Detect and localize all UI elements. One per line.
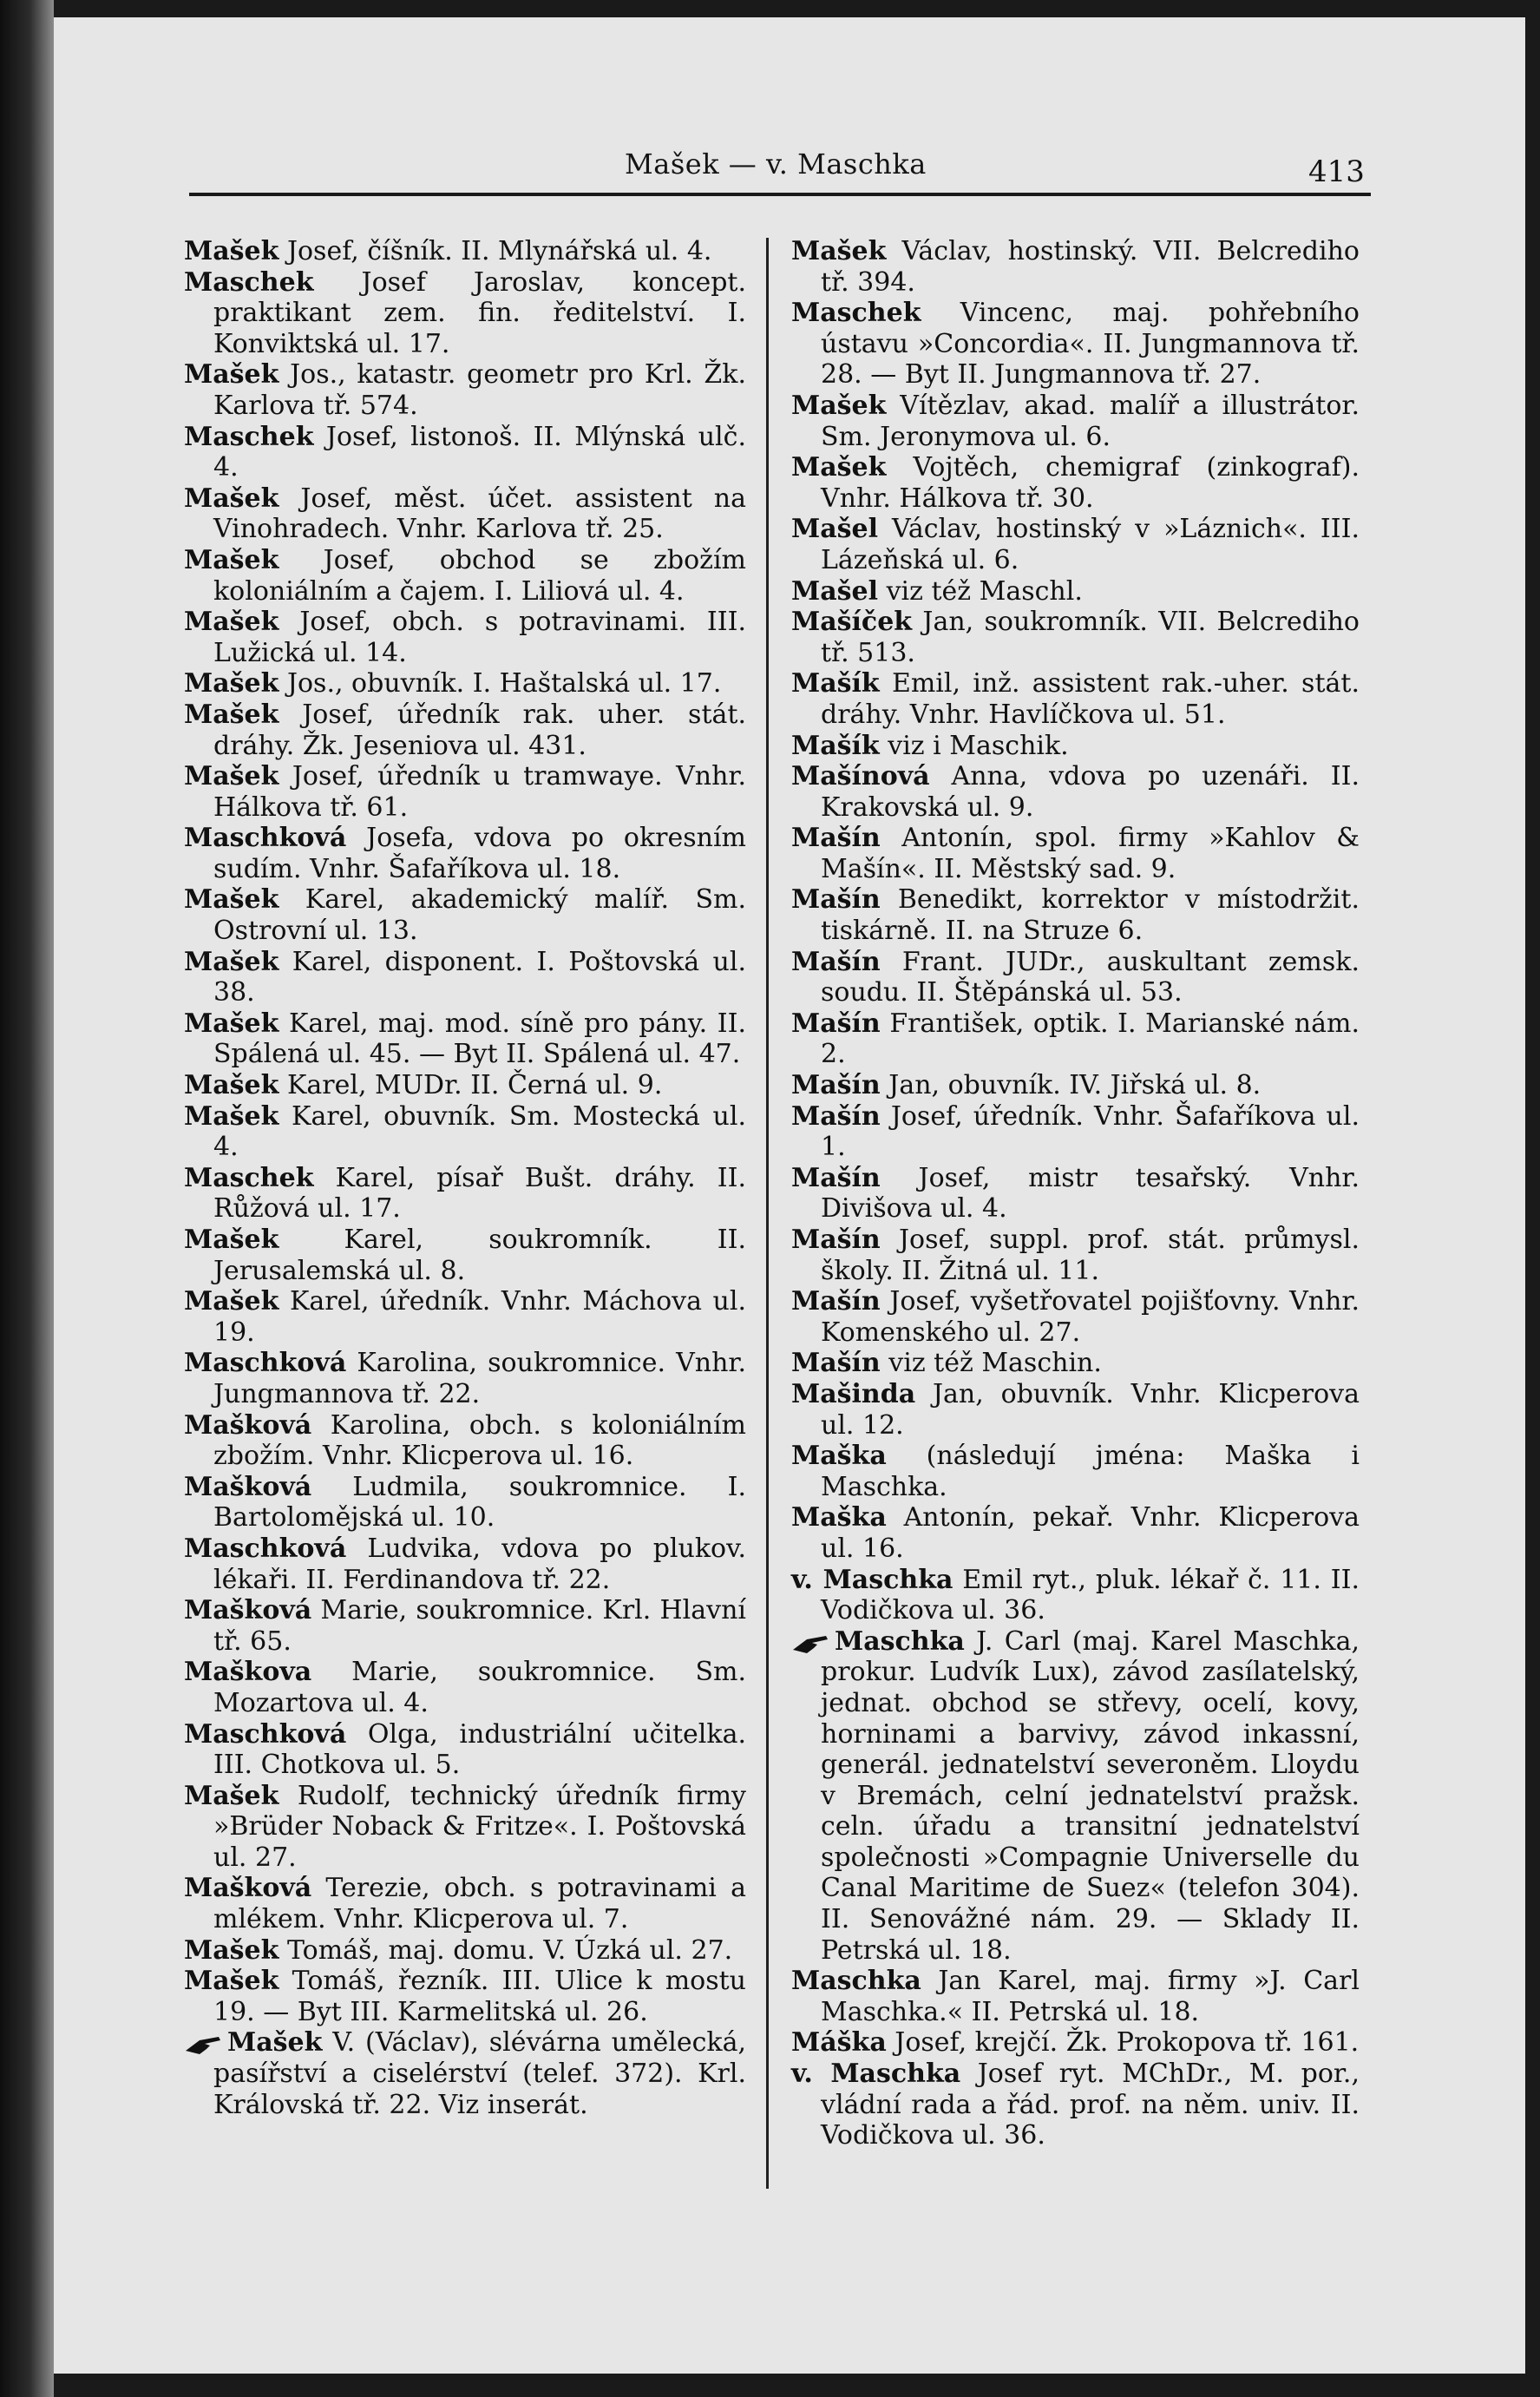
directory-entry xyxy=(184,668,746,699)
entry-surname: Mašík xyxy=(791,730,880,761)
page-number: 413 xyxy=(1308,154,1365,189)
entry-details: Josef, obchod se zbožím koloniálním a čajem. I. Liliová ul. 4. xyxy=(213,544,746,607)
entry-surname: Mašík xyxy=(791,668,880,699)
directory-entry xyxy=(791,761,1360,823)
directory-entry xyxy=(791,298,1360,391)
entry-surname: Mašín xyxy=(791,1162,881,1193)
entry-details: Karel, akademický malíř. Sm. Ostrovní ul. 13. xyxy=(213,884,746,947)
directory-entry xyxy=(184,1472,746,1533)
entry-surname: Mašek xyxy=(184,544,279,575)
entry-surname: Mašín xyxy=(791,1286,881,1317)
entry-details: Josef, listonoš. II. Mlýnská ulč. 4. xyxy=(213,421,746,483)
entry-surname: Mašín xyxy=(791,1348,881,1379)
directory-entry xyxy=(184,2027,746,2120)
directory-entry xyxy=(791,391,1360,452)
directory-entry xyxy=(791,2027,1360,2059)
entry-details: Jos., katastr. geometr pro Krl. Žk. Karlova tř. 574. xyxy=(213,359,746,421)
directory-entry xyxy=(184,947,746,1008)
entry-surname: Mašek xyxy=(184,884,279,916)
entry-surname: Mašek xyxy=(791,452,887,483)
entry-surname: Mašková xyxy=(184,1595,312,1626)
entry-details: Antonín, pekař. Vnhr. Klicperova ul. 16. xyxy=(821,1502,1360,1564)
entry-surname: Mašínová xyxy=(791,761,930,792)
entry-surname: Mašek xyxy=(184,1934,279,1966)
directory-entry xyxy=(184,1719,746,1781)
entry-details: Karel, soukromník. II. Jerusalemská ul. 8. xyxy=(213,1225,746,1286)
entry-details: Anna, vdova po uzenáři. II. Krakovská ul. 9. xyxy=(821,761,1360,823)
directory-entry xyxy=(791,576,1360,607)
entry-surname: Mašinda xyxy=(791,1378,916,1409)
entry-details: Josef Jaroslav, koncept. praktikant zem. fin. ředitelství. I. Konviktská ul. 17. xyxy=(213,266,746,359)
entry-details: viz též Maschin. xyxy=(880,1348,1102,1379)
entry-surname: Mašek xyxy=(184,483,279,514)
column-divider xyxy=(766,238,769,2189)
directory-entry xyxy=(791,607,1360,668)
entry-details: viz i Maschik. xyxy=(879,730,1069,761)
entry-details: J. Carl (maj. Karel Maschka, prokur. Ludvík Lux), závod zasílatelský, jednat. obchod se střevy, ocelí, kovy, horninami a barvivy, závod inkassní, generál. jednatelství severoněm. Lloydu v Bremách, celní jednatelství pražsk. celn. úřadu a transitní jednatelství společnosti »Compagnie Universelle du Canal Maritime de Suez« (telefon 304). II. Senovážné nám. 29. — Sklady II. Petrská ul. 18. xyxy=(821,1625,1360,1966)
entry-surname: Maschek xyxy=(791,298,921,329)
entry-details: Rudolf, technický úředník firmy »Brüder Noback & Fritze«. I. Poštovská ul. 27. xyxy=(213,1780,746,1873)
directory-entry xyxy=(791,1502,1360,1564)
entry-details: Jan Karel, maj. firmy »J. Carl Maschka.« II. Petrská ul. 18. xyxy=(821,1966,1360,2027)
directory-entry xyxy=(184,1410,746,1472)
entry-details: Josef, úředník u tramwaye. Vnhr. Hálkova tř. 61. xyxy=(213,761,746,823)
entry-surname: Mašek xyxy=(184,1100,279,1132)
entry-surname: Maschek xyxy=(184,266,314,298)
entry-details: Josef, vyšetřovatel pojišťovny. Vnhr. Komenského ul. 27. xyxy=(821,1286,1360,1348)
directory-entry xyxy=(791,514,1360,575)
directory-entry xyxy=(184,236,746,267)
entry-details: Josef ryt. MChDr., M. por., vládní rada a řád. prof. na něm. univ. II. Vodičkova ul. 36. xyxy=(821,2059,1360,2151)
entry-surname: Mašek xyxy=(791,236,887,266)
book-spine-shadow xyxy=(0,0,54,2397)
left-column xyxy=(184,236,746,2120)
entry-details: Jan, obuvník. IV. Jiřská ul. 8. xyxy=(880,1070,1261,1101)
entry-details: Tomáš, maj. domu. V. Úzká ul. 27. xyxy=(279,1934,733,1966)
directory-entry xyxy=(184,1595,746,1657)
entry-details: Josef, měst. účet. assistent na Vinohradech. Vnhr. Karlova tř. 25. xyxy=(213,483,746,545)
entry-details: Josef, mistr tesařský. Vnhr. Divišova ul. 4. xyxy=(821,1162,1360,1225)
directory-entry xyxy=(184,607,746,668)
directory-entry xyxy=(184,422,746,483)
directory-entry xyxy=(791,884,1360,946)
entry-surname: Mašín xyxy=(791,1070,881,1101)
entry-details: Terezie, obch. s potravinami a mlékem. Vnhr. Klicperova ul. 7. xyxy=(213,1873,746,1935)
entry-details: Karel, úředník. Vnhr. Máchova ul. 19. xyxy=(213,1286,746,1348)
entry-surname: Mašková xyxy=(184,1873,312,1904)
entry-surname: Mašek xyxy=(184,1070,279,1101)
directory-entry xyxy=(184,1533,746,1595)
directory-entry xyxy=(184,1070,746,1101)
entry-details: Karolina, obch. s koloniálním zbožím. Vnhr. Klicperova ul. 16. xyxy=(213,1409,746,1472)
directory-entry xyxy=(184,1966,746,2027)
directory-entry xyxy=(184,1657,746,1718)
entry-surname: Mašek xyxy=(791,390,887,421)
directory-entry xyxy=(791,236,1360,298)
entry-surname: Mašek xyxy=(184,236,279,266)
entry-surname: Maškova xyxy=(184,1657,312,1688)
directory-entry xyxy=(791,1379,1360,1441)
entry-details: Karel, písař Bušt. dráhy. II. Růžová ul. 17. xyxy=(213,1162,746,1225)
pointing-hand-icon xyxy=(184,2033,224,2055)
directory-entry xyxy=(184,267,746,360)
directory-entry xyxy=(184,761,746,823)
directory-entry xyxy=(184,1348,746,1409)
directory-entry xyxy=(791,1441,1360,1502)
entry-surname: Mašková xyxy=(184,1409,312,1441)
directory-entry xyxy=(184,1286,746,1348)
entry-details: Jan, obuvník. Vnhr. Klicperova ul. 12. xyxy=(821,1378,1360,1441)
entry-surname: Mašek xyxy=(184,1780,279,1811)
directory-entry xyxy=(184,1873,746,1934)
directory-entry xyxy=(791,1565,1360,1626)
entry-surname: Mašín xyxy=(791,1225,881,1255)
entry-details: Olga, industriální učitelka. III. Chotkova ul. 5. xyxy=(213,1718,746,1781)
entry-details: viz též Maschl. xyxy=(878,575,1083,607)
entry-details: Václav, hostinský. VII. Belcrediho tř. 394. xyxy=(821,236,1360,298)
entry-surname: v. Maschka xyxy=(791,2059,961,2090)
entry-surname: Mašek xyxy=(184,946,279,977)
directory-entry xyxy=(791,1008,1360,1070)
entry-details: Václav, hostinský v »Láznich«. III. Lázeňská ul. 6. xyxy=(821,514,1360,575)
entry-surname: Maschková xyxy=(184,823,347,854)
entry-surname: Mašíček xyxy=(791,607,913,638)
directory-entry xyxy=(184,483,746,545)
directory-entry xyxy=(791,1225,1360,1286)
entry-surname: Mašek xyxy=(184,1966,279,1997)
directory-entry xyxy=(791,1286,1360,1348)
entry-details: Josef, číšník. II. Mlynářská ul. 4. xyxy=(279,236,712,266)
entry-details: Marie, soukromnice. Krl. Hlavní tř. 65. xyxy=(213,1595,746,1657)
directory-entry xyxy=(791,2059,1360,2151)
header-rule xyxy=(189,193,1371,196)
entry-details: Emil, inž. assistent rak.-uher. stát. dráhy. Vnhr. Havlíčkova ul. 51. xyxy=(821,668,1360,730)
entry-surname: Maschková xyxy=(184,1718,347,1750)
directory-entry xyxy=(184,1781,746,1874)
directory-entry xyxy=(791,823,1360,884)
directory-entry xyxy=(184,1101,746,1163)
entry-details: František, optik. I. Marianské nám. 2. xyxy=(821,1008,1360,1070)
directory-entry xyxy=(184,1163,746,1225)
entry-details: Karel, maj. mod. síně pro pány. II. Spálená ul. 45. — Byt II. Spálená ul. 47. xyxy=(213,1008,746,1070)
directory-entry xyxy=(791,1163,1360,1225)
entry-details: Karolina, soukromnice. Vnhr. Jungmannova tř. 22. xyxy=(213,1348,746,1409)
directory-entry xyxy=(184,545,746,607)
entry-details: Benedikt, korrektor v místodržit. tiskárně. II. na Struze 6. xyxy=(821,884,1360,947)
directory-entry xyxy=(791,668,1360,730)
directory-entry xyxy=(184,823,746,884)
entry-details: (následují jména: Maška i Maschka. xyxy=(821,1441,1360,1502)
entry-surname: Mašek xyxy=(184,668,279,699)
directory-entry xyxy=(791,1070,1360,1101)
entry-surname: Maschková xyxy=(184,1533,347,1564)
entry-surname: Mašek xyxy=(184,607,279,638)
entry-surname: Mašel xyxy=(791,514,879,545)
entry-surname: Mašek xyxy=(227,2027,323,2059)
entry-details: Marie, soukromnice. Sm. Mozartova ul. 4. xyxy=(213,1657,746,1718)
entry-details: Karel, disponent. I. Poštovská ul. 38. xyxy=(213,946,746,1008)
entry-details: Jan, soukromník. VII. Belcrediho tř. 513. xyxy=(821,607,1360,668)
directory-entry xyxy=(184,699,746,761)
entry-surname: Mašín xyxy=(791,1008,881,1039)
entry-details: Josef, obch. s potravinami. III. Lužická ul. 14. xyxy=(213,607,746,668)
directory-entry xyxy=(791,947,1360,1008)
entry-details: Josefa, vdova po okresním sudím. Vnhr. Šafaříkova ul. 18. xyxy=(213,823,746,884)
entry-surname: Mašek xyxy=(184,1286,279,1317)
entry-surname: Mašek xyxy=(184,761,279,792)
right-column xyxy=(791,236,1360,2151)
entry-surname: Mašek xyxy=(184,1225,279,1255)
directory-entry xyxy=(184,1225,746,1286)
entry-details: Frant. JUDr., auskultant zemsk. soudu. II. Štěpánská ul. 53. xyxy=(821,946,1360,1008)
entry-surname: Máška xyxy=(791,2027,887,2059)
directory-entry xyxy=(184,1008,746,1070)
entry-surname: Mašín xyxy=(791,1100,881,1132)
entry-surname: Mašek xyxy=(184,359,279,391)
directory-entry xyxy=(184,359,746,421)
entry-details: Karel, obuvník. Sm. Mostecká ul. 4. xyxy=(213,1100,746,1163)
entry-surname: Maschka xyxy=(791,1966,921,1997)
entry-details: Tomáš, řezník. III. Ulice k mostu 19. — Byt III. Karmelitská ul. 26. xyxy=(213,1966,746,2027)
entry-surname: Mašín xyxy=(791,946,881,977)
entry-surname: Mašín xyxy=(791,884,881,916)
entry-surname: Maschka xyxy=(835,1625,965,1657)
directory-entry xyxy=(791,1626,1360,1967)
entry-surname: Maška xyxy=(791,1502,887,1533)
entry-details: Antonín, spol. firmy »Kahlov & Mašín«. II. Městský sad. 9. xyxy=(821,823,1360,884)
entry-surname: Mašek xyxy=(184,699,279,730)
entry-details: Vojtěch, chemigraf (zinkograf). Vnhr. Hálkova tř. 30. xyxy=(821,452,1360,514)
entry-surname: Mašel xyxy=(791,575,879,607)
entry-surname: Mašek xyxy=(184,1008,279,1039)
pointing-hand-icon xyxy=(791,1632,831,1654)
entry-surname: v. Maschka xyxy=(791,1564,953,1595)
directory-entry xyxy=(184,1935,746,1967)
directory-entry xyxy=(791,1966,1360,2027)
entry-details: Vincenc, maj. pohřebního ústavu »Concordia«. II. Jungmannova tř. 28. — Byt II. Jungmannova tř. 27. xyxy=(821,298,1360,391)
entry-details: Jos., obuvník. I. Haštalská ul. 17. xyxy=(279,668,722,699)
entry-surname: Maschková xyxy=(184,1348,347,1379)
entry-details: Emil ryt., pluk. lékař č. 11. II. Vodičkova ul. 36. xyxy=(821,1564,1360,1626)
entry-details: Josef, krejčí. Žk. Prokopova tř. 161. xyxy=(886,2027,1360,2059)
directory-entry xyxy=(791,452,1360,514)
entry-details: Karel, MUDr. II. Černá ul. 9. xyxy=(279,1070,663,1101)
entry-surname: Maška xyxy=(791,1441,887,1472)
entry-details: Vítězlav, akad. malíř a illustrátor. Sm. Jeronymova ul. 6. xyxy=(821,390,1360,452)
directory-entry xyxy=(791,731,1360,762)
entry-surname: Maschek xyxy=(184,421,314,452)
entry-details: Josef, suppl. prof. stát. průmysl. školy. II. Žitná ul. 11. xyxy=(821,1225,1360,1286)
entry-details: Ludvika, vdova po plukov. lékaři. II. Ferdinandova tř. 22. xyxy=(213,1533,746,1595)
entry-surname: Maschek xyxy=(184,1162,314,1193)
directory-entry xyxy=(791,1348,1360,1379)
entry-details: Josef, úředník. Vnhr. Šafaříkova ul. 1. xyxy=(821,1100,1360,1163)
directory-entry xyxy=(791,1101,1360,1163)
entry-details: Josef, úředník rak. uher. stát. dráhy. Žk. Jeseniova ul. 431. xyxy=(213,699,746,761)
entry-details: Ludmila, soukromnice. I. Bartolomějská ul. 10. xyxy=(213,1471,746,1533)
entry-details: V. (Václav), slévárna umělecká, pasířství a ciselérství (telef. 372). Krl. Královská tř. 22. Viz inserát. xyxy=(213,2027,746,2120)
entry-surname: Mašín xyxy=(791,823,881,854)
entry-surname: Mašková xyxy=(184,1471,312,1502)
running-header: Mašek — v. Maschka xyxy=(625,148,927,181)
directory-entry xyxy=(184,884,746,946)
